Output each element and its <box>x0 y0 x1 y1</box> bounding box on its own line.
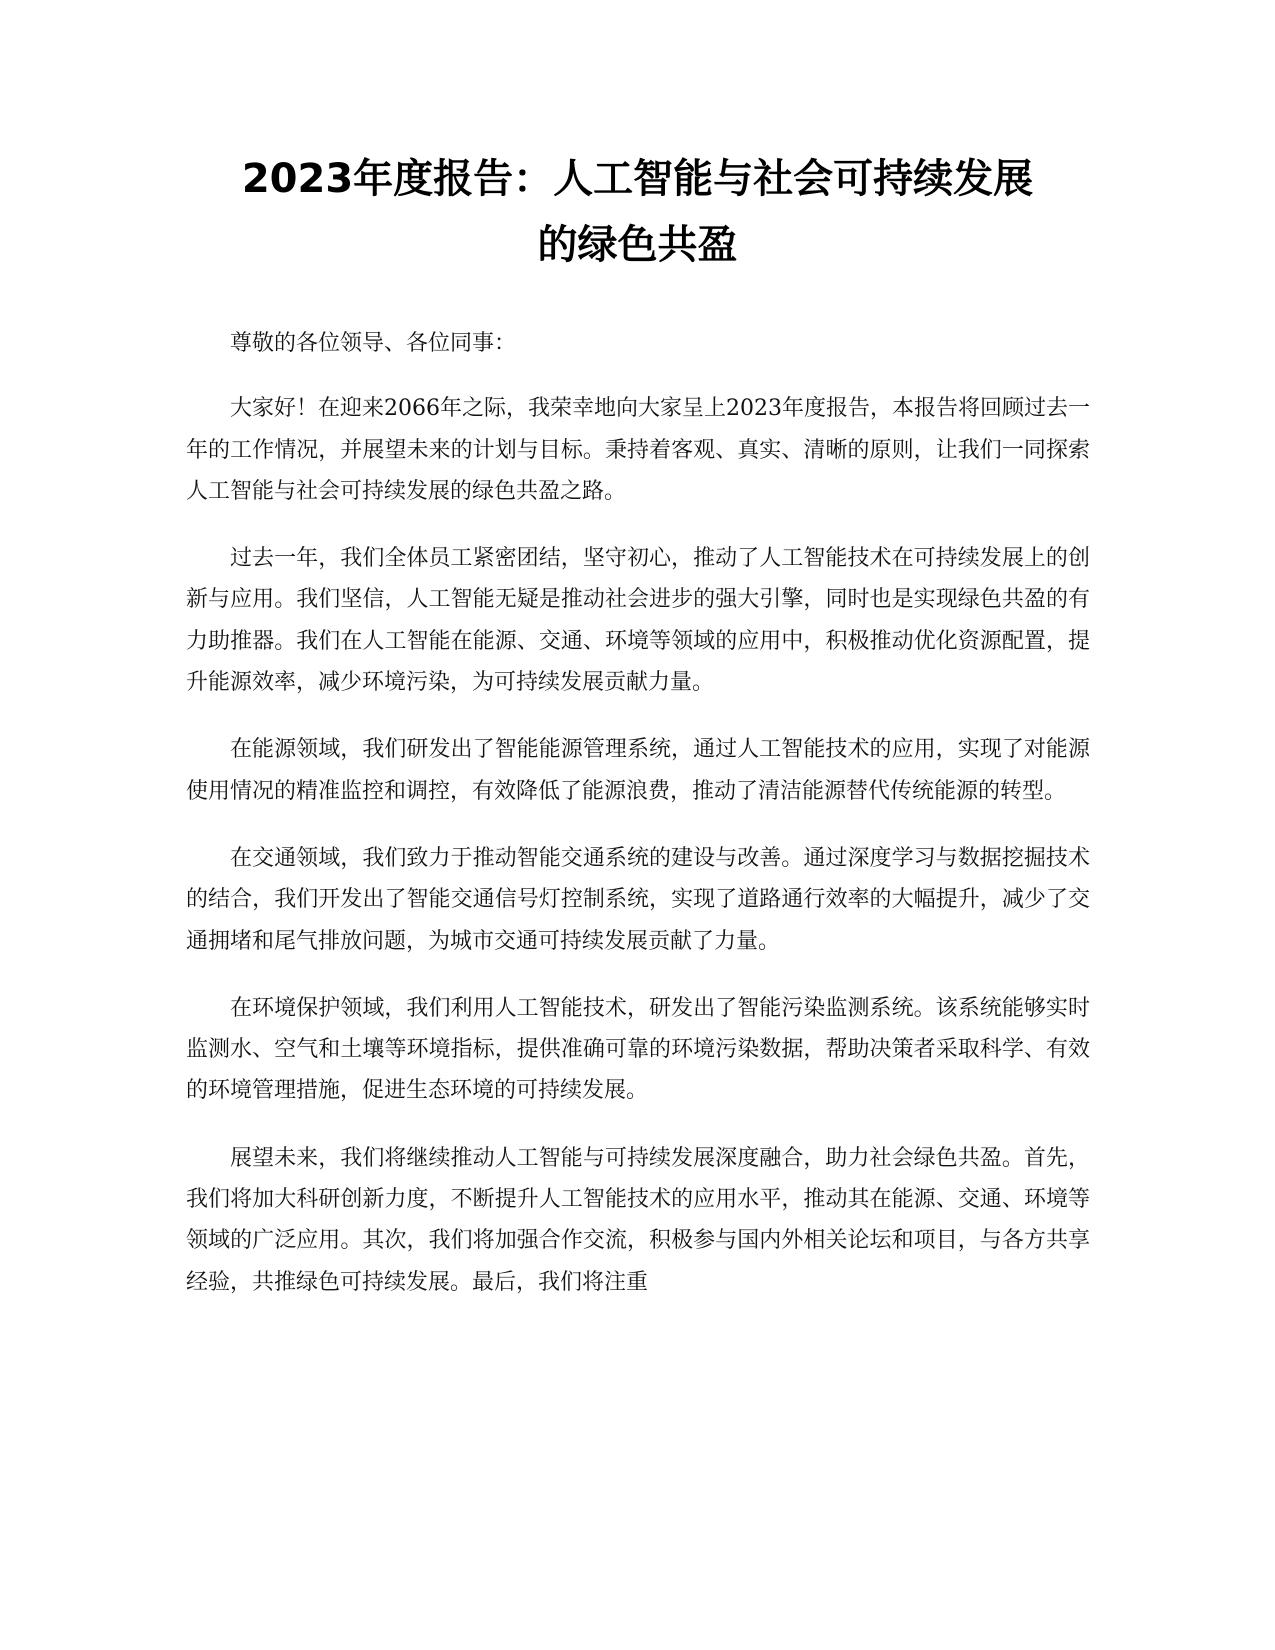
paragraph-outlook: 展望未来，我们将继续推动人工智能与可持续发展深度融合，助力社会绿色共盈。首先，我们将加大科研创新力度，不断提升人工智能技术的应用水平，推动其在能源、交通、环境等领域的广泛应用。其次，我们将加强合作交流，积极参与国内外相关论坛和项目，与各方共享经验，共推绿色可持续发展。最后，我们将注重 <box>186 1145 1090 1295</box>
salutation: 尊敬的各位领导、各位同事： <box>230 331 517 356</box>
title-line-2: 的绿色共盈 <box>537 222 738 268</box>
paragraph-transport: 在交通领域，我们致力于推动智能交通系统的建设与改善。通过深度学习与数据挖掘技术的结合，我们开发出了智能交通信号灯控制系统，实现了道路通行效率的大幅提升，减少了交通拥堵和尾气排放问题，为城市交通可持续发展贡献了力量。 <box>186 845 1090 954</box>
paragraph-environment: 在环境保护领域，我们利用人工智能技术，研发出了智能污染监测系统。该系统能够实时监测水、空气和土壤等环境指标，提供准确可靠的环境污染数据，帮助决策者采取科学、有效的环境管理措施，促进生态环境的可持续发展。 <box>186 995 1090 1104</box>
document-body <box>186 323 1090 1329</box>
paragraph-energy: 在能源领域，我们研发出了智能能源管理系统，通过人工智能技术的应用，实现了对能源使用情况的精准监控和调控，有效降低了能源浪费，推动了清洁能源替代传统能源的转型。 <box>186 737 1090 804</box>
title-line-1: 2023年度报告：人工智能与社会可持续发展 <box>241 156 1034 202</box>
paragraph-past-year: 过去一年，我们全体员工紧密团结，坚守初心，推动了人工智能技术在可持续发展上的创新与应用。我们坚信，人工智能无疑是推动社会进步的强大引擎，同时也是实现绿色共盈的有力助推器。我们在人工智能在能源、交通、环境等领域的应用中，积极推动优化资源配置，提升能源效率，减少环境污染，为可持续发展贡献力量。 <box>186 546 1090 696</box>
paragraph-greeting: 大家好！在迎来2066年之际，我荣幸地向大家呈上2023年度报告，本报告将回顾过去一年的工作情况，并展望未来的计划与目标。秉持着客观、真实、清晰的原则，让我们一同探索人工智能与社会可持续发展的绿色共盈之路。 <box>186 396 1090 504</box>
document-title <box>150 146 1125 278</box>
